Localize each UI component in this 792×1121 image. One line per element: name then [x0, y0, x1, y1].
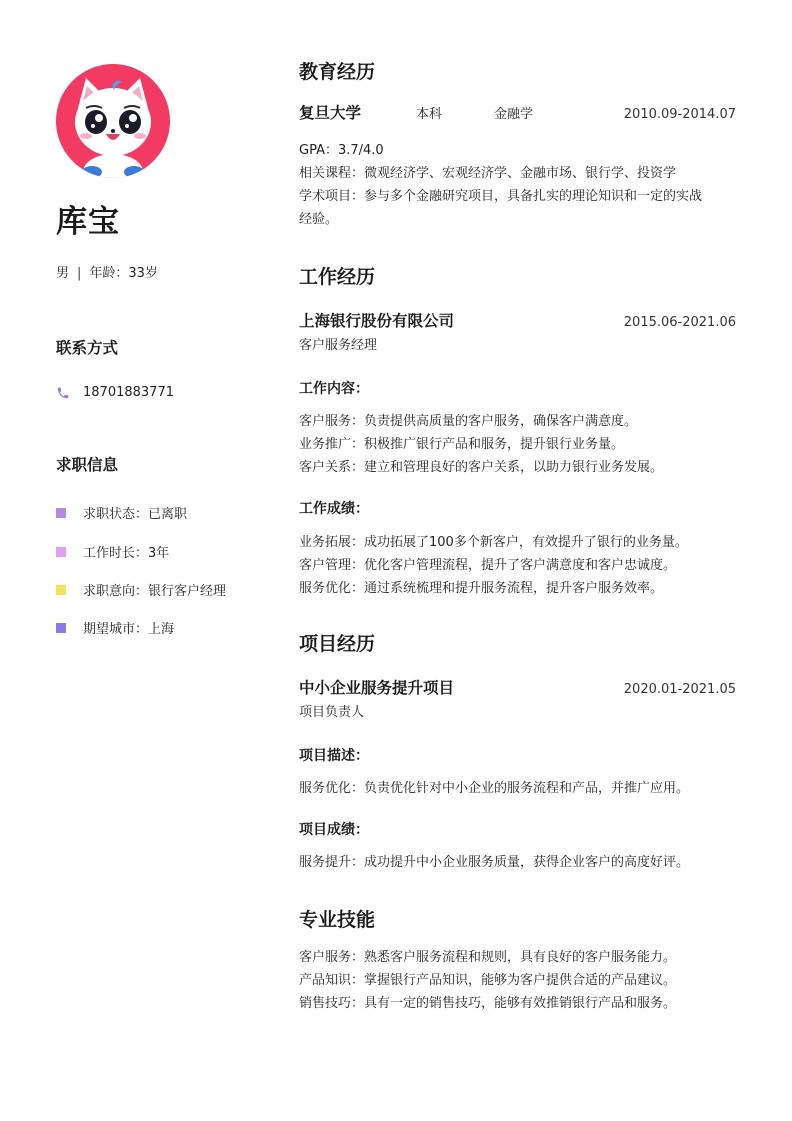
education-date: 2010.09-2014.07	[623, 107, 736, 122]
education-title: 教育经历	[299, 61, 376, 83]
work-content-item: 业务推广：积极推广银行产品和服务，提升银行业务量。	[299, 437, 625, 452]
work-result-item: 服务优化：通过系统梳理和提升服务流程，提升客户服务效率。	[299, 581, 664, 596]
project-header	[299, 676, 736, 698]
expected-city-row	[56, 618, 174, 637]
work-duration: 工作时长：3年	[83, 546, 170, 561]
skill-item: 客户服务：熟悉客户服务流程和规则，具有良好的客户服务能力。	[299, 950, 677, 965]
project-result-title: 项目成绩：	[299, 822, 369, 838]
project-name: 中小企业服务提升项目	[299, 679, 455, 697]
work-content-item: 客户服务：负责提供高质量的客户服务，确保客户满意度。	[299, 414, 638, 429]
bullet-square-icon	[56, 585, 66, 595]
bullet-square-icon	[56, 547, 66, 557]
project-role: 项目负责人	[299, 705, 365, 720]
gender: 男	[56, 266, 70, 281]
work-content-title: 工作内容：	[299, 381, 369, 397]
project-desc: 服务优化：负责优化针对中小企业的服务流程和产品，并推广应用。	[299, 781, 690, 796]
job-intent: 求职意向：银行客户经理	[83, 584, 227, 599]
education-header	[299, 101, 736, 123]
major: 金融学	[494, 107, 534, 122]
work-role: 客户服务经理	[299, 338, 378, 353]
skill-item: 销售技巧：具有一定的销售技巧，能够有效推销银行产品和服务。	[299, 996, 677, 1011]
project-desc-title: 项目描述：	[299, 748, 369, 764]
candidate-name: 库宝	[56, 204, 120, 240]
phone-number[interactable]: 18701883771	[83, 385, 174, 400]
company-name: 上海银行股份有限公司	[299, 312, 455, 330]
phone-icon	[56, 386, 70, 400]
work-content-item: 客户关系：建立和管理良好的客户关系，以助力银行业务发展。	[299, 460, 664, 475]
job-status: 求职状态：已离职	[83, 507, 188, 522]
work-result-title: 工作成绩：	[299, 501, 369, 517]
bullet-square-icon	[56, 623, 66, 633]
gpa: GPA：3.7/4.0	[299, 143, 384, 158]
sidebar	[0, 0, 270, 1121]
courses: 相关课程：微观经济学、宏观经济学、金融市场、银行学、投资学	[299, 166, 677, 181]
avatar	[56, 64, 170, 178]
job-intent-row	[56, 580, 226, 599]
contact-phone-row	[56, 385, 174, 400]
job-info-title: 求职信息	[56, 456, 119, 474]
age: 年龄：33岁	[89, 266, 158, 281]
work-duration-row	[56, 542, 169, 561]
skills-title: 专业技能	[299, 909, 376, 931]
bullet-square-icon	[56, 508, 66, 518]
degree: 本科	[416, 107, 443, 122]
school-name: 复旦大学	[299, 104, 362, 122]
basic-info	[56, 262, 158, 281]
academic-project-line2: 经验。	[299, 212, 339, 227]
project-title: 项目经历	[299, 633, 376, 655]
project-date: 2020.01-2021.05	[623, 682, 736, 697]
academic-project-line1: 学术项目：参与多个金融研究项目，具备扎实的理论知识和一定的实战	[299, 189, 703, 204]
work-title: 工作经历	[299, 266, 376, 288]
work-date: 2015.06-2021.06	[623, 315, 736, 330]
divider: |	[77, 266, 82, 281]
project-result: 服务提升：成功提升中小企业服务质量，获得企业客户的高度好评。	[299, 855, 690, 870]
expected-city: 期望城市：上海	[83, 622, 175, 637]
work-header	[299, 309, 736, 331]
work-result-item: 业务拓展：成功拓展了100多个新客户，有效提升了银行的业务量。	[299, 535, 688, 550]
cat-mascot-icon	[56, 64, 170, 178]
contact-title: 联系方式	[56, 339, 119, 357]
job-status-row	[56, 503, 187, 522]
work-result-item: 客户管理：优化客户管理流程，提升了客户满意度和客户忠诚度。	[299, 558, 677, 573]
skill-item: 产品知识：掌握银行产品知识，能够为客户提供合适的产品建议。	[299, 973, 677, 988]
